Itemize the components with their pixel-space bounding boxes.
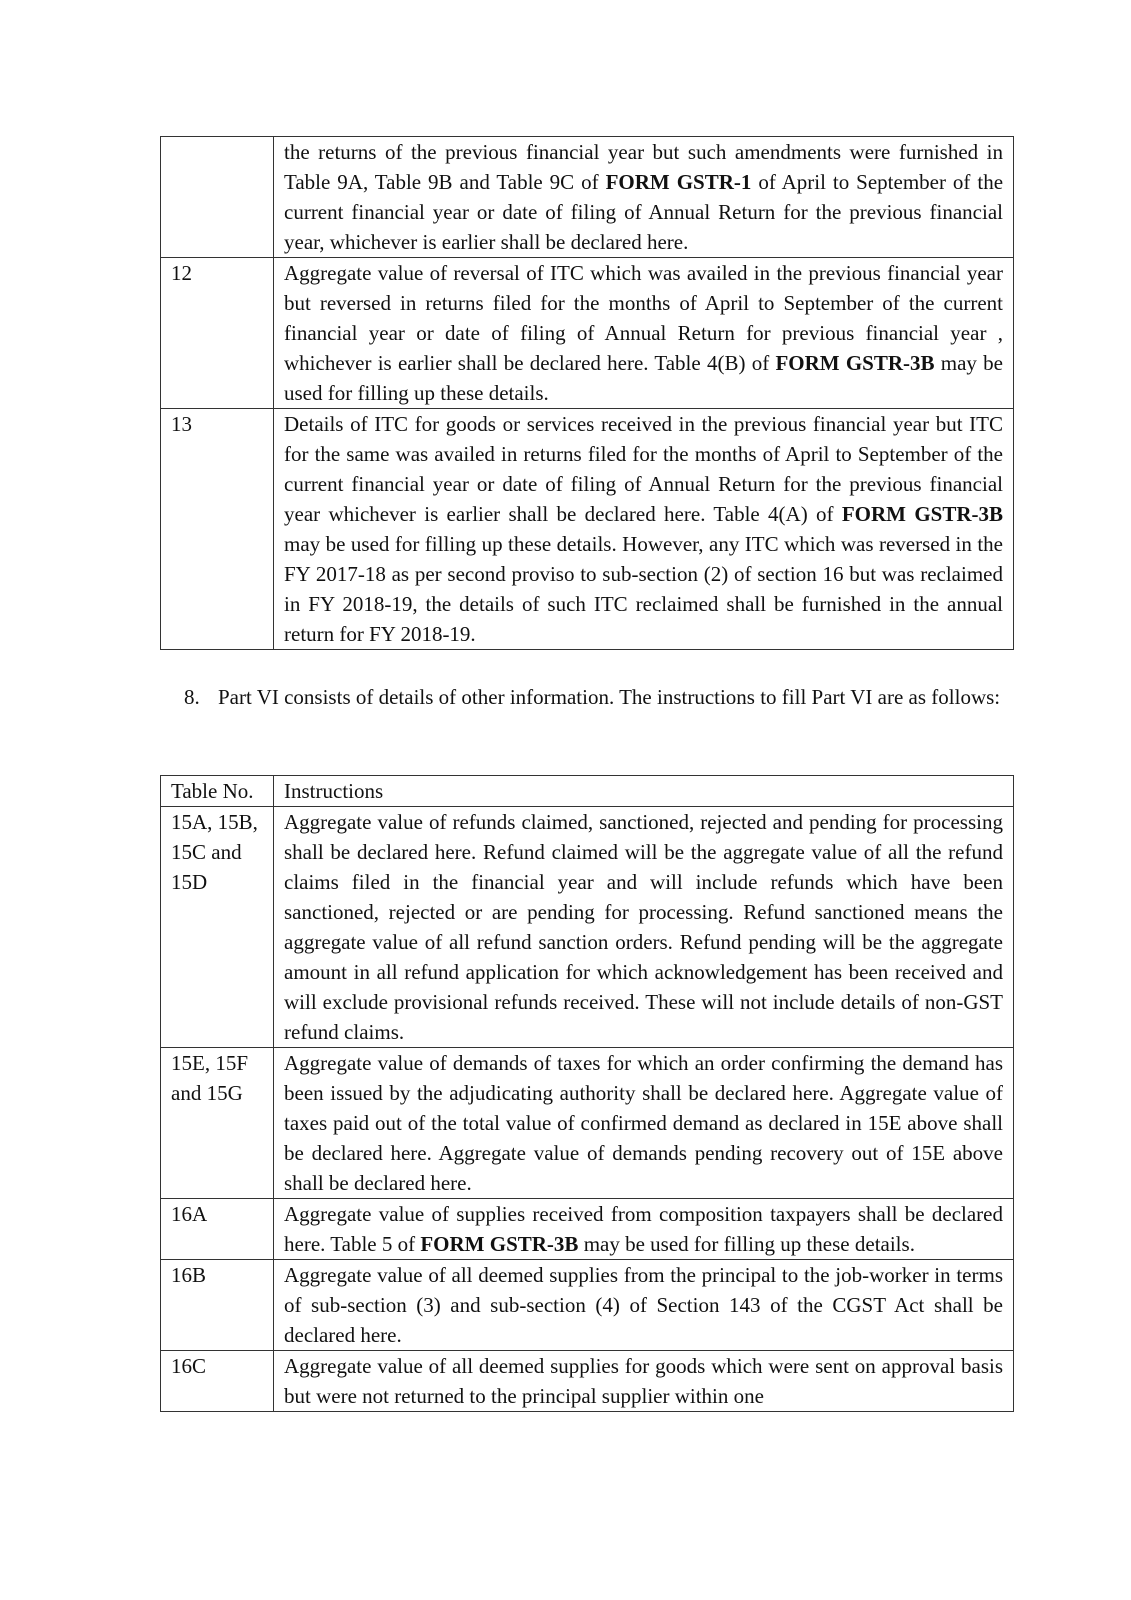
instruction-text: Aggregate value of all deemed supplies from the principal to the job-worker in terms of sub-section (3) and sub-section (4) of Section 143 of the CGST Act shall be declared here. [284, 1263, 1003, 1347]
form-name-bold: FORM GSTR-3B [775, 351, 935, 375]
form-name-bold: FORM GSTR-3B [420, 1232, 579, 1256]
instruction-text: Details of ITC for goods or services received in the previous financial year but ITC for the same was availed in returns filed for the months of April to September of the current financial year or date of filing of Annual Return for the previous financial year whichever is earlier shall be declared here. Table 4(A) of [284, 412, 1003, 526]
instruction-cell [274, 258, 1014, 409]
header-table-no: Table No. [161, 776, 274, 807]
table-number-cell: 13 [161, 409, 274, 650]
itc-instructions-table [160, 136, 1014, 650]
instruction-text: Aggregate value of reversal of ITC which was availed in the previous financial year but reversed in returns filed for the months of April to September of the current financial year or date of filing of Annual Return for previous financial year , whichever is earlier shall be declared here. Table 4(B) of [284, 261, 1003, 375]
table-number-cell [161, 137, 274, 258]
table-row [161, 1199, 1014, 1260]
table-row [161, 807, 1014, 1048]
instruction-cell [274, 1048, 1014, 1199]
part-vi-instructions-table [160, 775, 1014, 1412]
instruction-text: Aggregate value of refunds claimed, sanctioned, rejected and pending for processing shall be declared here. Refund claimed will be the aggregate value of all the refund claims filed in the financial year and will include refunds which have been sanctioned, rejected or are pending for processing. Refund sanctioned means the aggregate value of all refund sanction orders. Refund pending will be the aggregate amount in all refund application for which acknowledgement has been received and will exclude provisional refunds received. These will not include details of non-GST refund claims. [284, 810, 1003, 1044]
table-number-cell: 15A, 15B, 15C and 15D [161, 807, 274, 1048]
header-instructions: Instructions [274, 776, 1014, 807]
paragraph-number: 8. [184, 685, 200, 709]
table-number-cell: 15E, 15F and 15G [161, 1048, 274, 1199]
instruction-text: may be used for filling up these details. [284, 351, 1003, 405]
instruction-text: Aggregate value of all deemed supplies for goods which were sent on approval basis but were not returned to the principal supplier within one [284, 1354, 1003, 1408]
table-row [161, 1048, 1014, 1199]
instruction-text: may be used for filling up these details. [578, 1232, 915, 1256]
table-row [161, 1351, 1014, 1412]
instruction-text: Aggregate value of supplies received from composition taxpayers shall be declared here. Table 5 of [284, 1202, 1003, 1256]
table-row [161, 258, 1014, 409]
table-header-row [161, 776, 1014, 807]
form-name-bold: FORM GSTR-3B [841, 502, 1003, 526]
instruction-cell [274, 137, 1014, 258]
paragraph-text: Part VI consists of details of other information. The instructions to fill Part VI are as follows: [218, 685, 1001, 709]
part-vi-paragraph [184, 682, 1004, 712]
instruction-cell [274, 807, 1014, 1048]
table-number-cell: 16C [161, 1351, 274, 1412]
table-number-cell: 16A [161, 1199, 274, 1260]
table-row [161, 409, 1014, 650]
instruction-cell [274, 1260, 1014, 1351]
instruction-text: the returns of the previous financial year but such amendments were furnished in Table 9A, Table 9B and Table 9C of [284, 140, 1003, 194]
table-number-cell: 16B [161, 1260, 274, 1351]
table-row [161, 1260, 1014, 1351]
table-row [161, 137, 1014, 258]
table-number-cell: 12 [161, 258, 274, 409]
form-name-bold: FORM GSTR-1 [605, 170, 752, 194]
instruction-text: of April to September of the current financial year or date of filing of Annual Return for the previous financial year, whichever is earlier shall be declared here. [284, 170, 1004, 254]
instruction-cell [274, 409, 1014, 650]
instruction-cell [274, 1199, 1014, 1260]
instruction-text: Aggregate value of demands of taxes for which an order confirming the demand has been issued by the adjudicating authority shall be declared here. Aggregate value of taxes paid out of the total value of confirmed demand as declared in 15E above shall be declared here. Aggregate value of demands pending recovery out of 15E above shall be declared here. [284, 1051, 1003, 1195]
instruction-cell [274, 1351, 1014, 1412]
instruction-text: may be used for filling up these details. However, any ITC which was reversed in the FY 2017-18 as per second proviso to sub-section (2) of section 16 but was reclaimed in FY 2018-19, the details of such ITC reclaimed shall be furnished in the annual return for FY 2018-19. [284, 532, 1003, 646]
